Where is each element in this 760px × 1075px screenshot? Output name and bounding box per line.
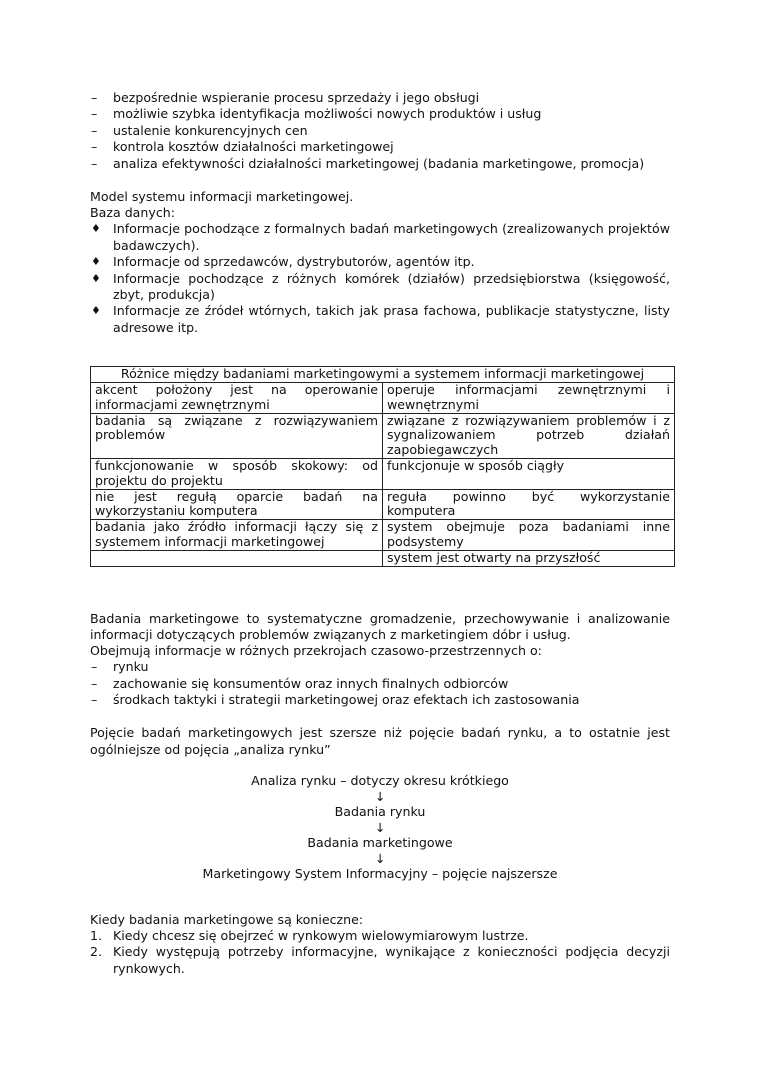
when-heading: Kiedy badania marketingowe są konieczne: [90, 911, 364, 927]
list-item [90, 90, 670, 106]
diamond-bullet-icon: ♦ [91, 271, 101, 285]
list-item [90, 156, 670, 172]
list-item-text: Kiedy chcesz się obejrzeć w rynkowym wielowymiarowym lustrze. [113, 928, 529, 944]
database-list [90, 221, 670, 336]
list-item [90, 944, 670, 977]
list-item [90, 139, 670, 155]
chain-step: Analiza rynku – dotyczy okresu krótkiego [251, 772, 509, 788]
database-heading: Baza danych: [90, 205, 175, 221]
dash-marker: – [91, 692, 98, 708]
list-item [90, 659, 670, 675]
list-item [90, 303, 670, 336]
list-item-text: Informacje ze źródeł wtórnych, takich jak prasa fachowa, publikacje statystyczne, listy adresowe itp. [113, 303, 670, 335]
table-cell: reguła powinno być wykorzystanie komputera [383, 489, 675, 520]
list-item-text: Informacje pochodzące z różnych komórek (działów) przedsiębiorstwa (księgowość, zbyt, produkcja) [113, 270, 670, 303]
table-row [91, 520, 675, 551]
table-row [91, 413, 675, 458]
scope-list [90, 659, 670, 708]
table-row [91, 459, 675, 490]
concept-chain [90, 773, 670, 882]
list-item [90, 692, 670, 708]
list-number: 2. [90, 944, 103, 960]
diamond-bullet-icon: ♦ [91, 304, 101, 318]
list-item [90, 221, 670, 254]
table-cell: badania są związane z rozwiązywaniem problemów [91, 413, 383, 458]
when-list [90, 928, 670, 977]
table-row [91, 550, 675, 566]
chain-step: Badania rynku [334, 803, 426, 819]
list-number: 1. [90, 928, 103, 944]
dash-marker: – [91, 155, 98, 171]
dash-marker: – [91, 139, 98, 155]
table-cell: związane z rozwiązywaniem problemów i z sygnalizowaniem potrzeb działań zapobiegawczych [383, 413, 675, 458]
table-cell: operuje informacjami zewnętrznymi i wewnętrznymi [383, 383, 675, 414]
list-item-text: analiza efektywności działalności marketingowej (badania marketingowe, promocja) [113, 155, 645, 171]
arrow-down-icon: ↓ [374, 788, 386, 804]
table-cell: badania jako źródło informacji łączy się z systemem informacji marketingowej [91, 520, 383, 551]
list-item-text: środkach taktyki i strategii marketingowej oraz efektach ich zastosowania [113, 692, 580, 708]
chain-step: Marketingowy System Informacyjny – pojęcie najszersze [202, 865, 558, 881]
model-heading: Model systemu informacji marketingowej. [90, 189, 354, 205]
comparison-table [90, 366, 675, 566]
list-item [90, 123, 670, 139]
table-title: Różnice między badaniami marketingowymi a systemem informacji marketingowej [91, 367, 675, 383]
table-cell: system obejmuje poza badaniami inne podsystemy [383, 520, 675, 551]
document-page [90, 90, 670, 977]
scope-heading: Obejmują informacje w różnych przekrojach czasowo-przestrzennych o: [90, 643, 542, 659]
list-item [90, 676, 670, 692]
arrow-down-icon: ↓ [374, 819, 386, 835]
list-item-text: rynku [113, 659, 149, 675]
chain-step: Badania marketingowe [307, 834, 453, 850]
list-item-text: bezpośrednie wspieranie procesu sprzedaży i jego obsługi [113, 90, 480, 105]
dash-marker: – [91, 659, 98, 675]
table-row [91, 383, 675, 414]
list-item-text: kontrola kosztów działalności marketingowej [113, 139, 394, 155]
list-item-text: możliwie szybka identyfikacja możliwości nowych produktów i usług [113, 106, 542, 122]
list-item-text: Informacje pochodzące z formalnych badań marketingowych (zrealizowanych projektów badawczych). [113, 221, 670, 253]
intro-list [90, 90, 670, 172]
table-cell: funkcjonowanie w sposób skokowy: od projektu do projektu [91, 459, 383, 490]
dash-marker: – [91, 106, 98, 122]
list-item-text: ustalenie konkurencyjnych cen [113, 122, 308, 138]
list-item [90, 106, 670, 122]
diamond-bullet-icon: ♦ [91, 255, 101, 269]
table-cell: funkcjonuje w sposób ciągły [383, 459, 675, 490]
table-row [91, 489, 675, 520]
dash-marker: – [91, 122, 98, 138]
list-item [90, 254, 670, 270]
list-item-text: Informacje od sprzedawców, dystrybutorów, agentów itp. [113, 254, 475, 270]
dash-marker: – [91, 675, 98, 691]
concept-paragraph: Pojęcie badań marketingowych jest szersze niż pojęcie badań rynku, a to ostatnie jest ogólniejsze od pojęcia „analiza rynku” [90, 725, 670, 757]
table-cell: nie jest regułą oparcie badań na wykorzystaniu komputera [91, 489, 383, 520]
diamond-bullet-icon: ♦ [91, 222, 101, 236]
arrow-down-icon: ↓ [374, 850, 386, 866]
dash-marker: – [91, 90, 98, 105]
table-cell: system jest otwarty na przyszłość [383, 550, 675, 566]
definition-paragraph: Badania marketingowe to systematyczne gromadzenie, przechowywanie i analizowanie informacji dotyczących problemów związanych z marketingiem dóbr i usług. [90, 610, 670, 642]
list-item [90, 928, 670, 944]
table-cell: akcent położony jest na operowanie informacjami zewnętrznymi [91, 383, 383, 414]
list-item-text: Kiedy występują potrzeby informacyjne, wynikające z konieczności podjęcia decyzji rynkowych. [113, 944, 670, 976]
list-item-text: zachowanie się konsumentów oraz innych finalnych odbiorców [113, 675, 509, 691]
list-item [90, 271, 670, 304]
table-cell [91, 550, 383, 566]
